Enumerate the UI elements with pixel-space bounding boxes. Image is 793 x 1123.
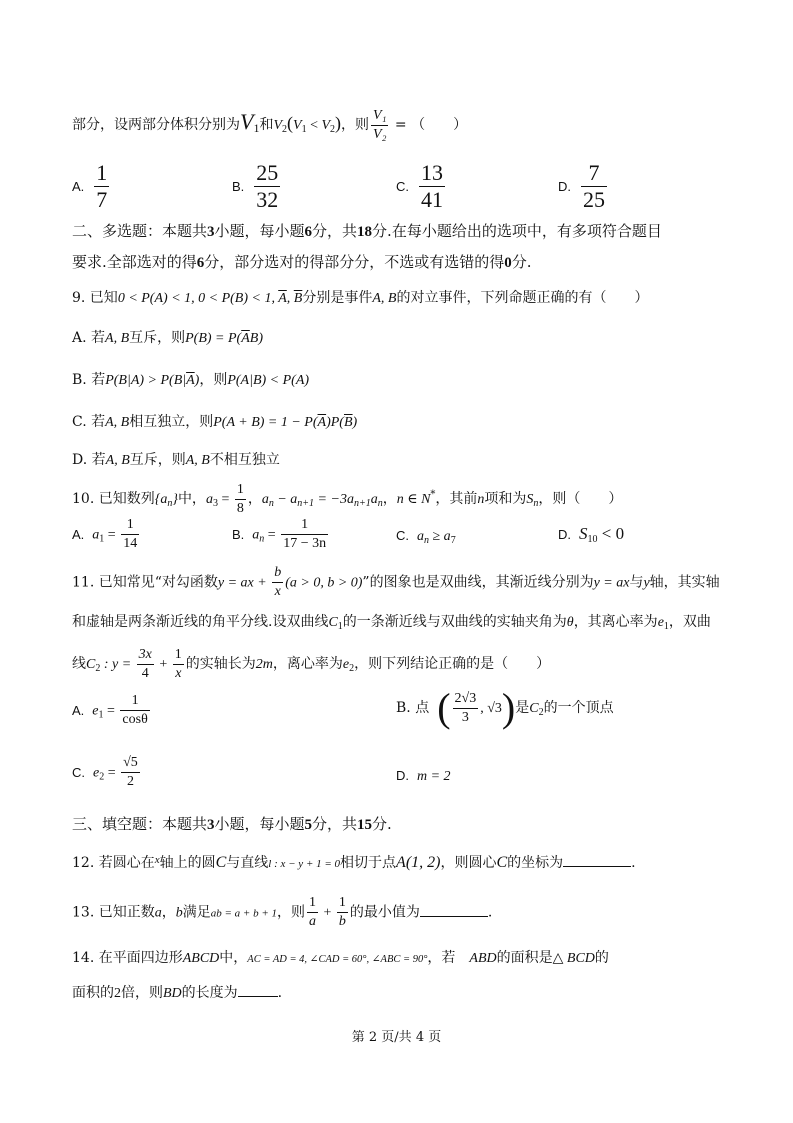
q10-stem: 10. 已知数列$\{a_n\}$中，$a_3$ = $\frac{1}{8}$ ，$a_n - a_{n+1} = -3a_{n+1}a_n$，n ∈ N*，其前n项和为$S_n$，则（ ）: [72, 481, 623, 516]
q9-stem: 9. 已知0 < P(A) < 1, 0 < P(B) < 1, $\overline{A}$, $\overline{B}$分别是事件A, B的对立事件，下列命题正确的有（ ）: [72, 290, 649, 306]
q11-line2: 和虚轴是两条渐近线的角平分线.设双曲线$C_1$的一条渐近线与双曲线的实轴夹角为θ，其离心率为$e_1$，双曲: [72, 614, 711, 632]
q12-stem: 12. 若圆心在$^x$轴上的圆C与直线l : x − y + 1 = 0相切于点A(1, 2)，则圆心C的坐标为 .: [72, 854, 636, 871]
q10-option-c: C. $a_n \ge a_7$: [396, 528, 456, 546]
q8-option-c: C. $\frac{13}{41}$: [396, 160, 443, 212]
q9-option-c: C. 若A, B相互独立，则$P(A + B) = 1 - P(\overline{A})P(\overline{B})$: [72, 414, 358, 430]
q13-stem: 13. 已知正数a，b满足ab = a + b + 1，则 $\frac{1}{a}$ + $\frac{1}{b}$ 的最小值为 .: [72, 895, 493, 929]
q9-option-a: A. 若A, B互斥，则$P(B) = P(\overline{A}B)$: [72, 330, 263, 346]
q9-option-b: B. 若$P(B|A) > P(B|\overline{A})$，则P(A|B) < P(A): [72, 372, 310, 388]
q8-option-a: A. $\frac{1}{7}$: [72, 160, 108, 212]
q14-answer-blank[interactable]: [238, 982, 278, 997]
q10-option-d: D. $S_{10} < 0$: [558, 524, 625, 545]
section3-heading: 三、填空题：本题共3小题，每小题5分，共15分.: [72, 815, 392, 833]
q11-option-d: D. m = 2: [396, 768, 451, 784]
q12-answer-blank[interactable]: [563, 852, 631, 867]
q8-option-d: D. $\frac{7}{25}$: [558, 160, 605, 212]
q13-answer-blank[interactable]: [420, 902, 488, 917]
q14-line2: 面积的2倍，则BD的长度为 .: [72, 982, 282, 1004]
section2-line2: 要求.全部选对的得6分，部分选对的得部分分，不选或有选错的得0分.: [72, 253, 532, 271]
q14-line1: 14. 在平面四边形ABCD中，AC = AD = 4, ∠CAD = 60°, ∠ABC = 90°，若 ABD的面积是△ BCD的: [72, 950, 609, 966]
q9-option-d: D. 若A, B互斥，则A, B不相互独立: [72, 452, 280, 468]
page-footer: 第 2 页/共 4 页: [351, 1030, 442, 1045]
q11-option-a: A. $e_1$ = $\frac{1}{\cos\theta}$: [72, 693, 148, 727]
q11-option-b: B. 点 ( $\frac{2√3}{3}$ , √3)是$C_2$的一个顶点: [396, 685, 614, 730]
q10-option-a: A. $a_1$ = $\frac{1}{14}$: [72, 517, 138, 551]
q10-a3-fraction: $\frac{1}{8}$: [236, 481, 244, 516]
q11-line3: 线$C_2$ : y = $\frac{3x}{4}$ + $\frac{1}{x}$ 的实轴长为2m，离心率为$e_2$，则下列结论正确的是（ ）: [72, 646, 551, 681]
q11-line1: 11. 已知常见“对勾函数y = ax + $\frac{b}{x}$ (a > 0, b > 0)”的图象也是双曲线，其渐近线分别为y = ax与y轴，其实轴: [72, 565, 720, 599]
q8-stem: 部分，设两部分体积分别为$V_1$和$V_2(V_1 < V_2)$，则 $\frac{\text{V₁}}{\text{V₂}}$ = （ ）: [72, 107, 468, 142]
q10-option-b: B. $a_n$ = $\frac{1}{17 - 3n}$: [232, 517, 327, 551]
q8-option-b: B. $\frac{25}{32}$: [232, 160, 279, 212]
q11-option-c: C. $e_2$ = $\frac{√5}{2}$: [72, 755, 138, 789]
q8-ratio-fraction: $\frac{\text{V₁}}{\text{V₂}}$: [373, 107, 387, 142]
section2-line1: 二、多选题：本题共3小题，每小题6分，共18分.在每小题给出的选项中，有多项符合题目: [72, 222, 662, 240]
